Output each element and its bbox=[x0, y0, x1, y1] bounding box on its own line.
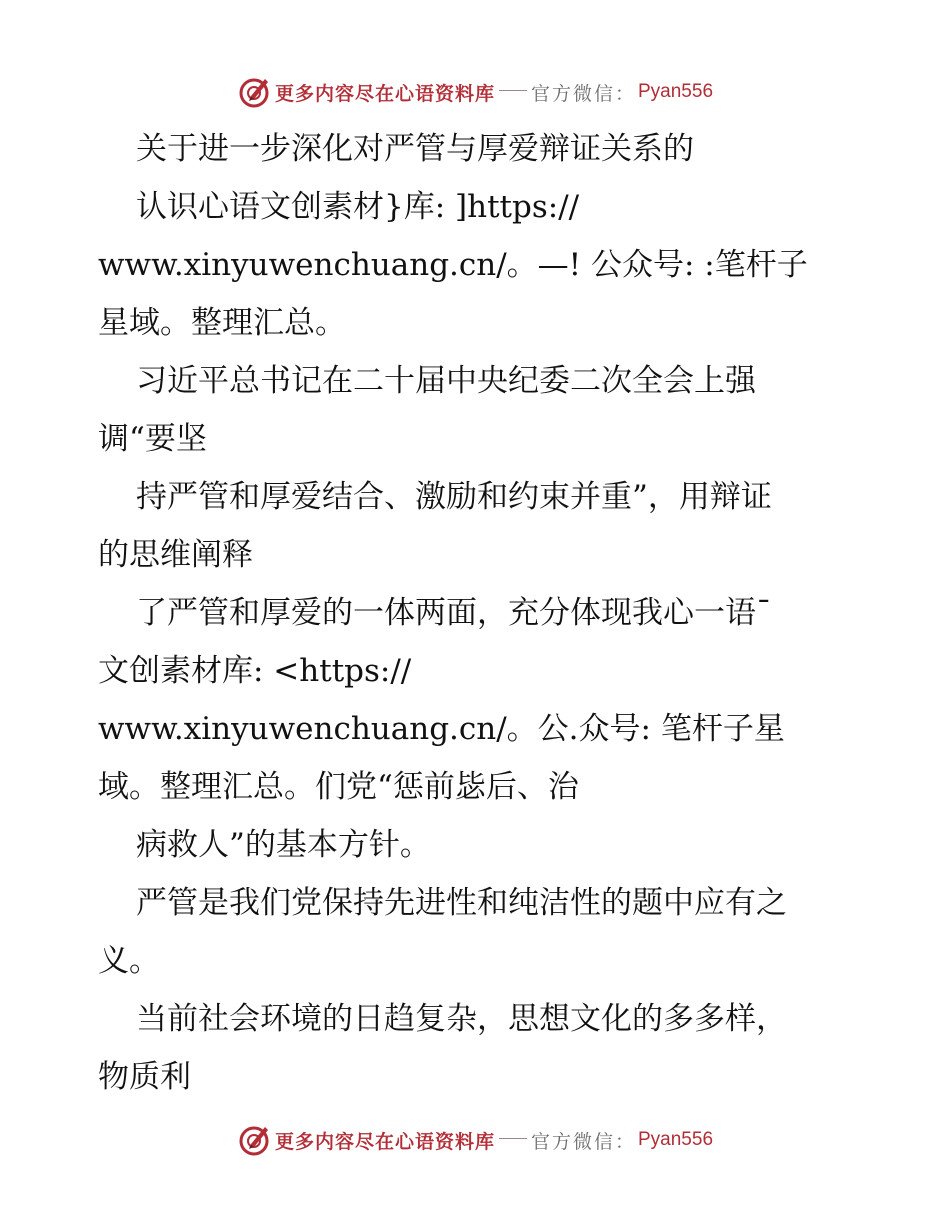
header-banner bbox=[0, 72, 950, 112]
footer-banner bbox=[0, 1120, 950, 1160]
pen-logo-icon bbox=[237, 1123, 271, 1157]
body-line: 严管是我们党保持先进性和纯洁性的题中应有之 bbox=[136, 885, 787, 921]
body-line: 域。整理汇总。们党“惩前毖后、治 bbox=[98, 769, 579, 805]
body-line: 文创素材库: <https:// bbox=[98, 653, 412, 689]
body-line: 病救人”的基本方针。 bbox=[136, 827, 431, 863]
body-line: www.xinyuwenchuang.cn/。公.众号: 笔杆子星 bbox=[98, 711, 785, 747]
body-line: www.xinyuwenchuang.cn/。—! 公众号: :笔杆子 bbox=[98, 247, 808, 283]
header-wechat-id: Pyan556 bbox=[638, 81, 714, 102]
body-line: 关于进一步深化对严管与厚爱辩证关系的 bbox=[136, 131, 694, 167]
header-site-text: 更多内容尽在心语资料库 bbox=[274, 82, 495, 105]
footer-site-text: 更多内容尽在心语资料库 bbox=[274, 1130, 495, 1153]
header-dash bbox=[499, 90, 527, 91]
footer-wechat-label: 官方微信： bbox=[530, 1130, 636, 1153]
body-line: 当前社会环境的日趋复杂，思想文化的多多样， bbox=[136, 1001, 787, 1037]
body-line: 习近平总书记在二十届中央纪委二次全会上强 bbox=[136, 363, 756, 399]
pen-logo-icon bbox=[237, 75, 271, 109]
document-body bbox=[98, 120, 878, 1106]
body-line: 认识心语文创素材}库: ]https:// bbox=[136, 189, 580, 225]
body-line: 义。 bbox=[98, 943, 160, 979]
body-line: 调“要坚 bbox=[98, 421, 207, 457]
body-line: 了严管和厚爱的一体两面，充分体现我心一语¯ bbox=[136, 595, 772, 631]
header-wechat-label: 官方微信： bbox=[530, 82, 636, 105]
body-line: 星域。整理汇总。 bbox=[98, 305, 346, 341]
body-line: 持严管和厚爱结合、激励和约束并重”，用辩证 bbox=[136, 479, 772, 515]
footer-wechat-id: Pyan556 bbox=[638, 1129, 714, 1150]
body-line: 物质利 bbox=[98, 1059, 191, 1095]
footer-dash bbox=[499, 1138, 527, 1139]
body-line: 的思维阐释 bbox=[98, 537, 253, 573]
